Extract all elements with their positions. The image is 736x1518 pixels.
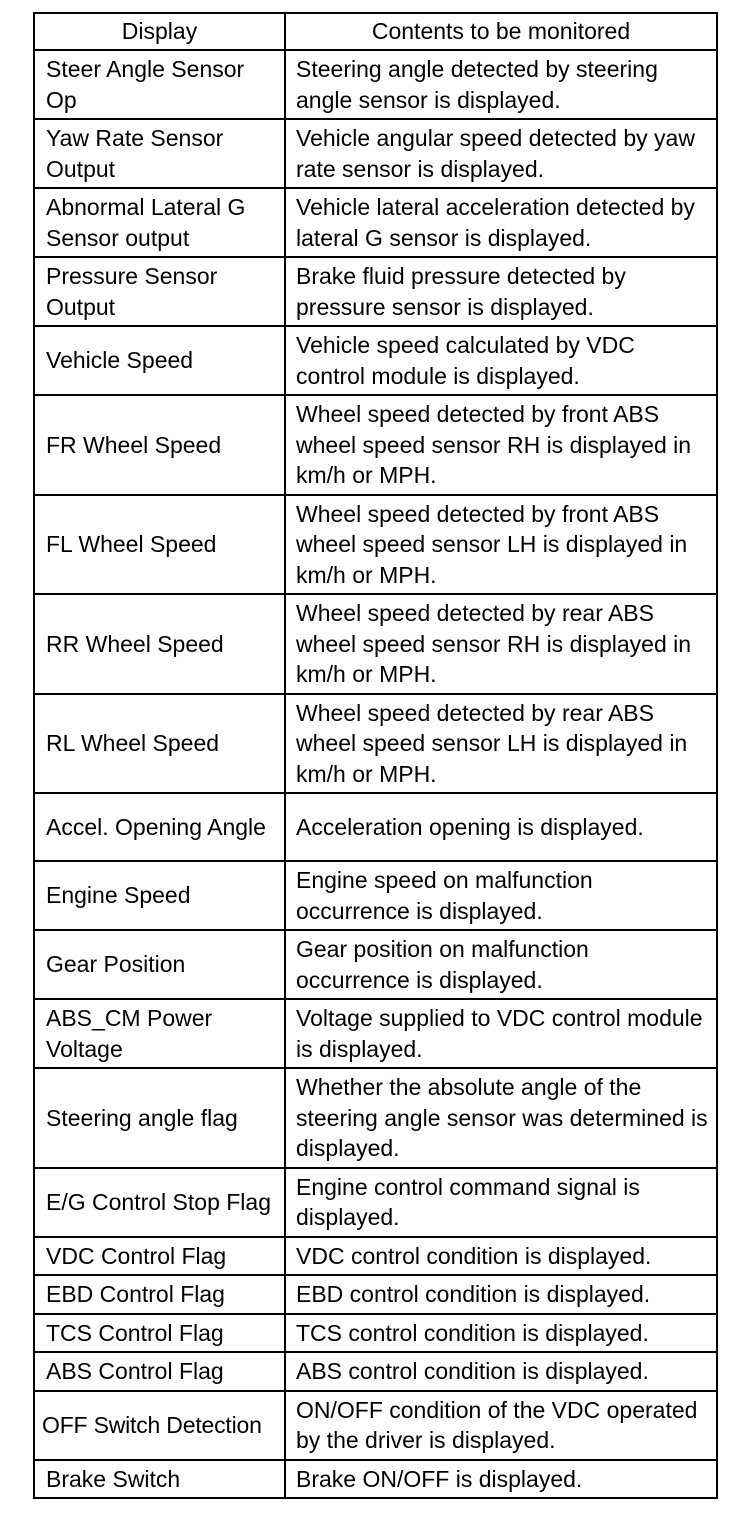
display-cell: FL Wheel Speed — [34, 495, 285, 595]
table-row — [34, 930, 717, 999]
table-row — [34, 188, 717, 257]
display-cell: Abnormal Lateral G Sensor output — [34, 188, 285, 257]
contents-cell: Vehicle speed calculated by VDC control module is displayed. — [285, 326, 717, 395]
table-header-row — [34, 13, 717, 50]
contents-cell: Wheel speed detected by front ABS wheel speed sensor RH is displayed in km/h or MPH. — [285, 395, 717, 495]
table-row — [34, 257, 717, 326]
table-row — [34, 1352, 717, 1391]
table-row — [34, 594, 717, 694]
contents-cell: Engine speed on malfunction occurrence is displayed. — [285, 861, 717, 930]
contents-cell: Brake fluid pressure detected by pressure sensor is displayed. — [285, 257, 717, 326]
contents-cell: Wheel speed detected by rear ABS wheel speed sensor LH is displayed in km/h or MPH. — [285, 694, 717, 794]
table-row — [34, 326, 717, 395]
table-row — [34, 1237, 717, 1276]
contents-cell: Steering angle detected by steering angle sensor is displayed. — [285, 50, 717, 119]
display-column-header: Display — [34, 13, 285, 50]
display-cell: RL Wheel Speed — [34, 694, 285, 794]
table-row — [34, 119, 717, 188]
table-row — [34, 1275, 717, 1314]
table-row — [34, 1068, 717, 1168]
contents-cell: Wheel speed detected by front ABS wheel speed sensor LH is displayed in km/h or MPH. — [285, 495, 717, 595]
display-cell: Steering angle flag — [34, 1068, 285, 1168]
contents-cell: Acceleration opening is displayed. — [285, 793, 717, 861]
display-cell: Vehicle Speed — [34, 326, 285, 395]
contents-cell: TCS control condition is displayed. — [285, 1314, 717, 1353]
contents-cell: Vehicle angular speed detected by yaw rate sensor is displayed. — [285, 119, 717, 188]
table-row — [34, 1391, 717, 1460]
display-cell: ABS Control Flag — [34, 1352, 285, 1391]
contents-cell: ON/OFF condition of the VDC operated by the driver is displayed. — [285, 1391, 717, 1460]
contents-cell: Wheel speed detected by rear ABS wheel speed sensor RH is displayed in km/h or MPH. — [285, 594, 717, 694]
contents-cell: Voltage supplied to VDC control module is displayed. — [285, 999, 717, 1068]
display-cell: FR Wheel Speed — [34, 395, 285, 495]
table-row — [34, 50, 717, 119]
contents-cell: Brake ON/OFF is displayed. — [285, 1460, 717, 1499]
table-row — [34, 1314, 717, 1353]
table-row — [34, 1168, 717, 1237]
display-cell: VDC Control Flag — [34, 1237, 285, 1276]
display-cell: E/G Control Stop Flag — [34, 1168, 285, 1237]
table-row — [34, 395, 717, 495]
table-row — [34, 861, 717, 930]
display-cell: Accel. Opening Angle — [34, 793, 285, 861]
contents-cell: VDC control condition is displayed. — [285, 1237, 717, 1276]
contents-cell: Vehicle lateral acceleration detected by lateral G sensor is displayed. — [285, 188, 717, 257]
table-row — [34, 694, 717, 794]
monitor-items-table — [33, 12, 718, 1499]
display-cell: TCS Control Flag — [34, 1314, 285, 1353]
display-cell: OFF Switch Detection — [34, 1391, 285, 1460]
contents-cell: Gear position on malfunction occurrence is displayed. — [285, 930, 717, 999]
table-body — [34, 50, 717, 1498]
table-row — [34, 999, 717, 1068]
display-cell: Engine Speed — [34, 861, 285, 930]
contents-column-header: Contents to be monitored — [285, 13, 717, 50]
contents-cell: ABS control condition is displayed. — [285, 1352, 717, 1391]
contents-cell: Whether the absolute angle of the steering angle sensor was determined is displayed. — [285, 1068, 717, 1168]
table-row — [34, 793, 717, 861]
display-cell: Brake Switch — [34, 1460, 285, 1499]
display-cell: Yaw Rate Sensor Output — [34, 119, 285, 188]
contents-cell: Engine control command signal is displayed. — [285, 1168, 717, 1237]
display-cell: EBD Control Flag — [34, 1275, 285, 1314]
display-cell: ABS_CM Power Voltage — [34, 999, 285, 1068]
display-cell: Steer Angle Sensor Op — [34, 50, 285, 119]
display-cell: RR Wheel Speed — [34, 594, 285, 694]
table-row — [34, 1460, 717, 1499]
display-cell: Gear Position — [34, 930, 285, 999]
display-cell: Pressure Sensor Output — [34, 257, 285, 326]
table-row — [34, 495, 717, 595]
contents-cell: EBD control condition is displayed. — [285, 1275, 717, 1314]
